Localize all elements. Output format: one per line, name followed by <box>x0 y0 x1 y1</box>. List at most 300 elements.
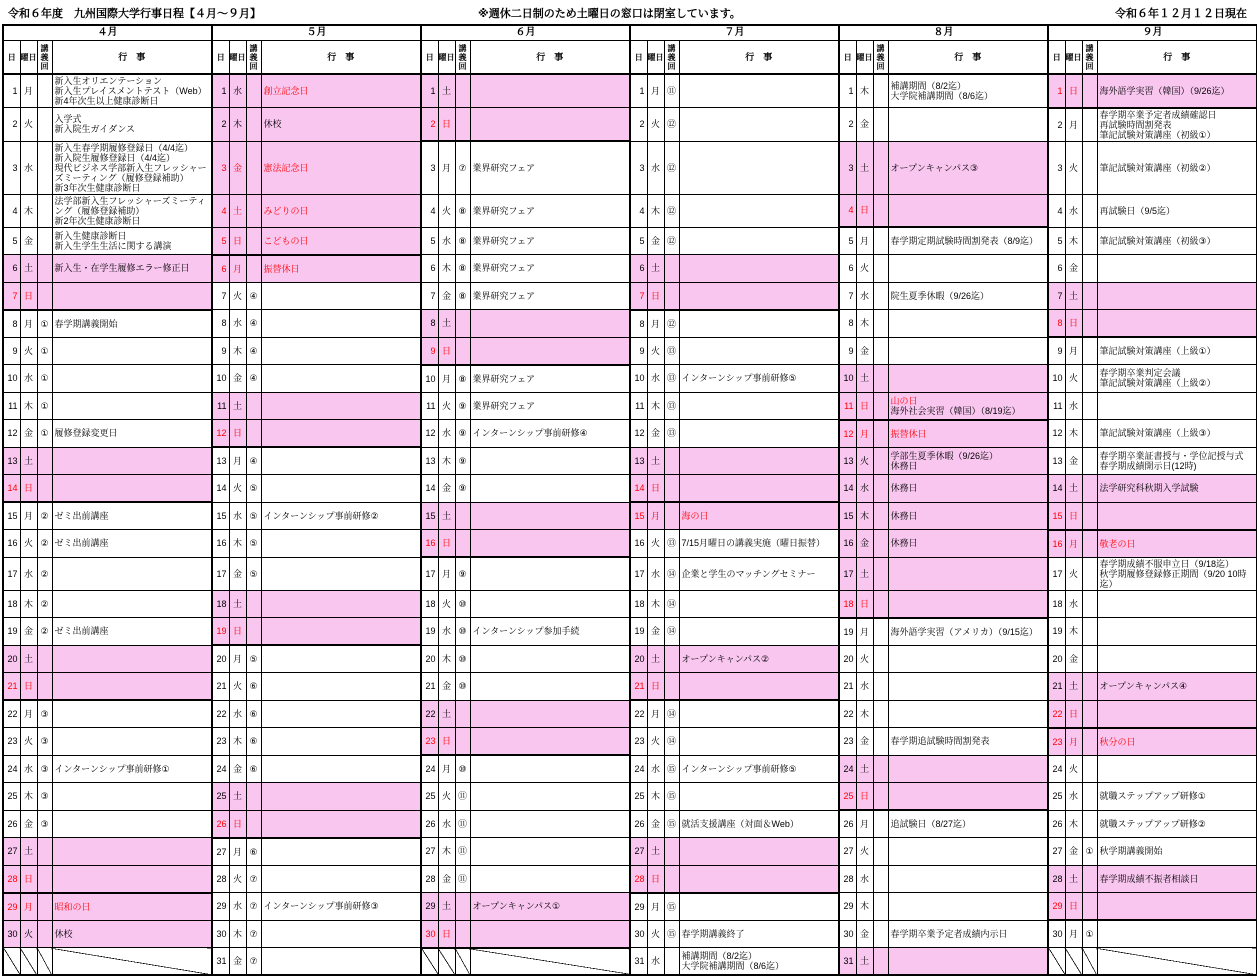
event-cell <box>679 728 839 756</box>
weekday-cell: 月 <box>229 255 246 283</box>
weekday-cell: 月 <box>20 893 37 921</box>
day-number-cell: 21 <box>1048 673 1065 701</box>
weekday-cell: 土 <box>229 392 246 420</box>
calendar-row <box>3 74 1257 108</box>
weekday-cell: 水 <box>856 865 873 893</box>
day-number-cell: 13 <box>1048 447 1065 475</box>
day-number-cell: 26 <box>839 810 856 838</box>
day-number-cell: 24 <box>421 755 438 783</box>
lecture-count-cell <box>455 530 470 558</box>
event-cell <box>261 645 421 673</box>
event-cell <box>679 893 839 921</box>
lecture-count-cell <box>1082 783 1097 811</box>
day-number-cell: 20 <box>421 645 438 673</box>
event-text: 業界研究フェア <box>472 235 536 246</box>
event-cell <box>52 755 212 783</box>
lecture-count-cell: ⑭ <box>664 590 679 618</box>
weekday-cell: 月 <box>229 838 246 866</box>
day-number-cell: 18 <box>1048 590 1065 618</box>
lecture-count-cell <box>1082 590 1097 618</box>
event-text: 春学期卒業証書授与・学位記授与式 <box>1099 450 1244 461</box>
event-cell <box>1097 310 1257 338</box>
lecture-count-cell: ⑦ <box>246 893 261 921</box>
lecture-count-cell <box>455 337 470 365</box>
weekday-cell: 土 <box>1065 282 1082 310</box>
event-cell <box>1097 420 1257 448</box>
event-text: 就活支援講座（対面＆Web） <box>681 818 799 829</box>
event-cell <box>888 337 1048 365</box>
weekday-cell: 月 <box>438 141 455 194</box>
event-text: オープンキャンパス② <box>681 653 770 664</box>
lecture-count-cell <box>664 865 679 893</box>
event-cell <box>679 530 839 558</box>
col-header-weekday: 曜日 <box>438 41 455 75</box>
event-cell <box>52 337 212 365</box>
lecture-count-cell: ⑬ <box>664 420 679 448</box>
lecture-count-cell <box>37 893 52 921</box>
event-cell <box>470 310 630 338</box>
lecture-count-cell: ⑥ <box>246 700 261 728</box>
lecture-count-cell <box>246 392 261 420</box>
event-cell <box>1097 645 1257 673</box>
event-text: 昭和の日 <box>54 901 91 912</box>
event-cell <box>1097 282 1257 310</box>
weekday-cell: 火 <box>229 865 246 893</box>
lecture-count-cell <box>873 337 888 365</box>
col-header-weekday: 曜日 <box>856 41 873 75</box>
col-header-day: 日 <box>1048 41 1065 75</box>
day-number-cell: 3 <box>630 141 647 194</box>
event-text: 入学式 <box>54 114 82 125</box>
weekday-cell: 日 <box>647 673 664 701</box>
weekday-cell: 木 <box>856 893 873 921</box>
lecture-count-cell: ⑩ <box>455 590 470 618</box>
event-cell <box>1097 392 1257 420</box>
weekday-cell: 月 <box>1065 728 1082 756</box>
day-number-cell: 15 <box>630 502 647 530</box>
weekday-cell: 土 <box>438 893 455 921</box>
weekday-cell: 土 <box>229 783 246 811</box>
event-text: 春学期成績開示日(12時) <box>1099 460 1197 471</box>
calendar-table <box>2 24 1257 976</box>
col-header-lecture: 講義回 <box>664 41 679 75</box>
event-cell <box>1097 755 1257 783</box>
day-number-cell: 28 <box>839 865 856 893</box>
weekday-cell: 木 <box>856 502 873 530</box>
lecture-count-cell: ⑤ <box>246 502 261 530</box>
event-text: 追試験日（8/27迄） <box>890 819 972 829</box>
event-text: 休務日 <box>890 460 918 471</box>
event-cell <box>261 557 421 590</box>
event-cell <box>261 392 421 420</box>
event-cell <box>470 420 630 448</box>
weekday-cell: 水 <box>647 141 664 194</box>
day-number-cell: 10 <box>212 365 229 393</box>
lecture-count-cell: ⑮ <box>664 920 679 948</box>
event-cell <box>1097 227 1257 255</box>
event-cell <box>52 838 212 866</box>
day-number-cell: 18 <box>3 590 20 618</box>
event-text: 法学研究科秋期入学試験 <box>1099 483 1199 494</box>
day-number-cell: 22 <box>1048 700 1065 728</box>
event-cell <box>679 227 839 255</box>
day-number-cell: 11 <box>630 392 647 420</box>
day-number-cell: 15 <box>421 502 438 530</box>
weekday-cell: 月 <box>20 74 37 108</box>
event-cell <box>679 865 839 893</box>
lecture-count-cell <box>873 673 888 701</box>
event-cell <box>888 728 1048 756</box>
lecture-count-cell <box>873 194 888 227</box>
weekday-cell: 金 <box>438 475 455 503</box>
col-header-lecture: 講義回 <box>37 41 52 75</box>
weekday-cell: 月 <box>647 502 664 530</box>
weekday-cell: 土 <box>438 700 455 728</box>
lecture-count-cell <box>246 420 261 448</box>
calendar-row <box>3 755 1257 783</box>
weekday-cell: 日 <box>229 618 246 646</box>
weekday-cell: 日 <box>1065 310 1082 338</box>
event-cell <box>470 365 630 393</box>
day-number-cell: 19 <box>212 618 229 646</box>
weekday-cell: 土 <box>438 74 455 108</box>
weekday-cell: 金 <box>856 337 873 365</box>
event-cell <box>679 447 839 475</box>
weekday-cell: 水 <box>1065 194 1082 227</box>
calendar-row <box>3 618 1257 646</box>
day-number-cell: 8 <box>3 310 20 338</box>
event-cell <box>470 618 630 646</box>
event-cell <box>52 194 212 227</box>
weekday-cell: 金 <box>229 948 246 976</box>
day-number-cell: 4 <box>839 194 856 227</box>
weekday-cell: 火 <box>647 108 664 142</box>
lecture-count-cell <box>37 673 52 701</box>
day-number-cell: 27 <box>421 838 438 866</box>
weekday-cell: 水 <box>856 673 873 701</box>
weekday-cell: 木 <box>20 783 37 811</box>
day-number-cell: 16 <box>839 530 856 558</box>
event-text: 海の日 <box>681 511 709 521</box>
day-number-cell: 9 <box>212 337 229 365</box>
day-number-cell: 2 <box>3 108 20 142</box>
weekday-cell: 木 <box>438 447 455 475</box>
event-cell <box>888 838 1048 866</box>
event-cell <box>470 108 630 142</box>
weekday-cell: 火 <box>229 282 246 310</box>
day-number-cell: 18 <box>839 590 856 618</box>
weekday-cell: 金 <box>438 282 455 310</box>
lecture-count-cell: ② <box>37 502 52 530</box>
weekday-cell: 金 <box>229 141 246 194</box>
event-cell <box>470 392 630 420</box>
weekday-cell: 金 <box>856 728 873 756</box>
event-cell <box>888 282 1048 310</box>
event-cell <box>1097 893 1257 921</box>
event-cell <box>261 810 421 838</box>
event-text: 就職ステップアップ研修② <box>1099 818 1206 829</box>
day-number-cell: 21 <box>421 673 438 701</box>
event-cell <box>261 365 421 393</box>
event-text: 休務日 <box>890 538 918 549</box>
event-cell <box>470 865 630 893</box>
event-cell <box>52 728 212 756</box>
weekday-cell: 土 <box>20 645 37 673</box>
weekday-cell: 木 <box>229 337 246 365</box>
day-number-cell: 30 <box>3 920 20 948</box>
day-number-cell: 3 <box>421 141 438 194</box>
event-cell <box>261 194 421 227</box>
lecture-count-cell: ② <box>37 618 52 646</box>
calendar-row <box>3 530 1257 558</box>
lecture-count-cell <box>1082 673 1097 701</box>
weekday-cell: 土 <box>20 838 37 866</box>
lecture-count-cell <box>873 728 888 756</box>
lecture-count-cell <box>246 255 261 283</box>
day-number-cell: 15 <box>3 502 20 530</box>
col-header-event: 行 事 <box>1097 41 1257 75</box>
day-number-cell: 24 <box>212 755 229 783</box>
day-number-cell: 7 <box>3 282 20 310</box>
event-text: 企業と学生のマッチングセミナー <box>681 568 816 579</box>
day-number-cell: 2 <box>421 108 438 142</box>
lecture-count-cell <box>455 700 470 728</box>
day-number-cell: 3 <box>212 141 229 194</box>
lecture-count-cell <box>873 141 888 194</box>
lecture-count-cell: ⑨ <box>455 392 470 420</box>
event-cell <box>470 475 630 503</box>
lecture-count-cell <box>1082 810 1097 838</box>
lecture-count-cell: ⑩ <box>455 618 470 646</box>
calendar-row <box>3 194 1257 227</box>
weekday-cell: 日 <box>438 337 455 365</box>
weekday-cell: 木 <box>229 530 246 558</box>
event-cell <box>52 810 212 838</box>
weekday-cell: 日 <box>1065 74 1082 108</box>
weekday-cell: 木 <box>438 838 455 866</box>
event-cell <box>261 310 421 338</box>
day-number-cell: 14 <box>421 475 438 503</box>
empty-slash-cell <box>20 948 37 976</box>
lecture-count-cell: ⑦ <box>246 865 261 893</box>
event-text: インターンシップ事前研修② <box>263 510 379 521</box>
calendar-row <box>3 475 1257 503</box>
day-number-cell: 6 <box>839 255 856 283</box>
weekday-cell: 土 <box>647 447 664 475</box>
lecture-count-cell <box>1082 141 1097 194</box>
day-number-cell: 25 <box>839 783 856 811</box>
lecture-count-cell: ⑬ <box>664 392 679 420</box>
weekday-cell: 土 <box>438 310 455 338</box>
weekday-cell: 土 <box>856 948 873 976</box>
lecture-count-cell <box>873 475 888 503</box>
weekday-cell: 月 <box>1065 530 1082 558</box>
lecture-count-cell <box>246 108 261 142</box>
weekday-cell: 水 <box>229 74 246 108</box>
lecture-count-cell <box>455 920 470 948</box>
day-number-cell: 10 <box>421 365 438 393</box>
day-number-cell: 20 <box>1048 645 1065 673</box>
col-header-weekday: 曜日 <box>1065 41 1082 75</box>
event-cell <box>52 700 212 728</box>
event-cell <box>679 700 839 728</box>
weekday-cell: 水 <box>438 810 455 838</box>
saturday-closed-note: ※週休二日制のため土曜日の窓口は閉室しています。 <box>478 8 741 20</box>
lecture-count-cell <box>1082 755 1097 783</box>
event-cell <box>52 502 212 530</box>
lecture-count-cell: ④ <box>246 282 261 310</box>
lecture-count-cell: ⑩ <box>455 645 470 673</box>
lecture-count-cell: ⑨ <box>455 420 470 448</box>
event-cell <box>679 673 839 701</box>
event-cell <box>261 502 421 530</box>
event-text: 春学期追試験時間割発表 <box>890 736 990 747</box>
event-cell <box>679 365 839 393</box>
event-text: 補講期間（8/2迄） <box>890 81 967 91</box>
day-number-cell: 2 <box>839 108 856 142</box>
day-number-cell: 19 <box>839 618 856 646</box>
lecture-count-cell <box>37 255 52 283</box>
lecture-count-cell <box>455 893 470 921</box>
weekday-cell: 木 <box>647 194 664 227</box>
weekday-cell: 水 <box>20 365 37 393</box>
day-number-cell: 5 <box>630 227 647 255</box>
event-cell <box>261 700 421 728</box>
lecture-count-cell <box>37 475 52 503</box>
weekday-cell: 金 <box>1065 838 1082 866</box>
lecture-count-cell <box>37 447 52 475</box>
weekday-cell: 火 <box>438 783 455 811</box>
day-number-cell: 21 <box>630 673 647 701</box>
event-cell <box>679 108 839 142</box>
day-number-cell: 19 <box>1048 618 1065 646</box>
weekday-cell: 水 <box>1065 392 1082 420</box>
weekday-cell: 土 <box>20 255 37 283</box>
col-header-day: 日 <box>421 41 438 75</box>
lecture-count-cell <box>873 700 888 728</box>
lecture-count-cell: ① <box>37 392 52 420</box>
col-header-weekday: 曜日 <box>229 41 246 75</box>
lecture-count-cell <box>1082 475 1097 503</box>
weekday-cell: 金 <box>229 557 246 590</box>
event-cell <box>679 475 839 503</box>
weekday-cell: 水 <box>438 420 455 448</box>
event-cell <box>470 227 630 255</box>
event-text: 学部生夏季休暇（9/26迄） <box>890 450 999 461</box>
event-text: 筆記試験対策講座（上級②） <box>1099 378 1216 389</box>
event-cell <box>1097 810 1257 838</box>
day-number-cell: 23 <box>1048 728 1065 756</box>
day-number-cell: 6 <box>1048 255 1065 283</box>
event-cell <box>679 590 839 618</box>
event-cell <box>261 337 421 365</box>
weekday-cell: 木 <box>647 590 664 618</box>
lecture-count-cell: ① <box>37 365 52 393</box>
event-cell <box>52 141 212 194</box>
weekday-cell: 火 <box>856 645 873 673</box>
event-cell <box>470 502 630 530</box>
day-number-cell: 20 <box>839 645 856 673</box>
day-number-cell: 6 <box>3 255 20 283</box>
lecture-count-cell: ⑥ <box>246 728 261 756</box>
event-cell <box>470 74 630 108</box>
weekday-cell: 日 <box>856 590 873 618</box>
col-header-event: 行 事 <box>470 41 630 75</box>
lecture-count-cell: ⑭ <box>664 728 679 756</box>
event-text: 新入生オリエンテーション <box>54 76 162 86</box>
day-number-cell: 19 <box>3 618 20 646</box>
month-header: ４月 <box>3 25 212 41</box>
day-number-cell: 22 <box>212 700 229 728</box>
event-text: 新入生春学期履修登録日（4/4迄） <box>54 142 194 153</box>
lecture-count-cell <box>246 194 261 227</box>
calendar-row <box>3 893 1257 921</box>
day-number-cell: 22 <box>630 700 647 728</box>
weekday-cell: 月 <box>229 447 246 475</box>
event-text: 現代ビジネス学部新入生フレッシャーズミーティング（履修登録補助） <box>54 162 207 183</box>
calendar-row <box>3 502 1257 530</box>
lecture-count-cell: ⑦ <box>455 141 470 194</box>
weekday-cell: 火 <box>647 530 664 558</box>
lecture-count-cell <box>664 645 679 673</box>
day-number-cell: 17 <box>421 557 438 590</box>
weekday-cell: 日 <box>438 920 455 948</box>
lecture-count-cell: ① <box>37 310 52 338</box>
day-number-cell: 18 <box>630 590 647 618</box>
lecture-count-cell <box>1082 227 1097 255</box>
event-cell <box>679 948 839 976</box>
day-number-cell: 10 <box>839 365 856 393</box>
event-text: 7/15月曜日の講義実施（曜日振替） <box>681 538 826 549</box>
weekday-cell: 日 <box>856 783 873 811</box>
weekday-cell: 金 <box>856 530 873 558</box>
lecture-count-cell: ⑧ <box>455 255 470 283</box>
weekday-cell: 月 <box>1065 920 1082 948</box>
day-number-cell: 30 <box>421 920 438 948</box>
weekday-cell: 水 <box>1065 783 1082 811</box>
event-cell <box>52 590 212 618</box>
weekday-cell: 木 <box>856 74 873 108</box>
day-number-cell: 28 <box>3 865 20 893</box>
event-cell <box>52 255 212 283</box>
event-text: 新4年次生以上健康診断日 <box>54 96 159 106</box>
event-cell <box>679 783 839 811</box>
lecture-count-cell: ⑥ <box>246 755 261 783</box>
lecture-count-cell <box>1082 74 1097 108</box>
weekday-cell: 水 <box>647 557 664 590</box>
event-cell <box>679 618 839 646</box>
lecture-count-cell <box>1082 728 1097 756</box>
month-header: ７月 <box>630 25 839 41</box>
day-number-cell: 25 <box>1048 783 1065 811</box>
col-header-lecture: 講義回 <box>455 41 470 75</box>
lecture-count-cell <box>873 948 888 976</box>
event-text: 海外語学実習（韓国）（9/26迄） <box>1099 85 1230 96</box>
empty-slash-cell <box>37 948 52 976</box>
weekday-cell: 月 <box>1065 108 1082 142</box>
lecture-count-cell <box>664 475 679 503</box>
weekday-cell: 水 <box>647 365 664 393</box>
event-cell <box>1097 557 1257 590</box>
day-number-cell: 11 <box>3 392 20 420</box>
event-cell <box>52 74 212 108</box>
month-header: ９月 <box>1048 25 1257 41</box>
lecture-count-cell <box>37 74 52 108</box>
event-text: 業界研究フェア <box>472 263 536 274</box>
lecture-count-cell: ④ <box>246 310 261 338</box>
event-text: 休校 <box>263 119 282 130</box>
event-cell <box>52 365 212 393</box>
